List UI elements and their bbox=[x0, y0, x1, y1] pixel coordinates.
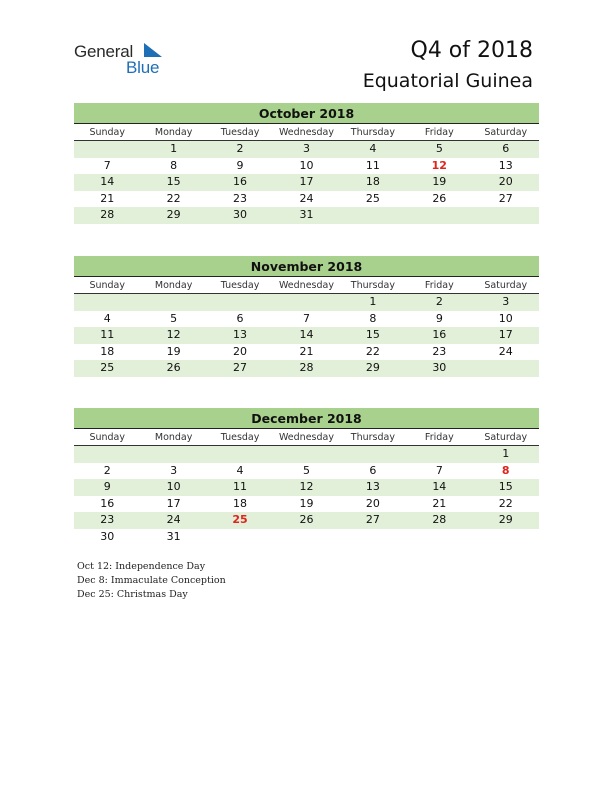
weekday-label: Sunday bbox=[89, 127, 125, 138]
day-cell: 29 bbox=[166, 208, 181, 222]
day-cell: 1 bbox=[369, 295, 377, 308]
day-cell: 10 bbox=[166, 480, 181, 494]
day-cell: 5 bbox=[302, 463, 310, 477]
weekday-label: Saturday bbox=[484, 127, 528, 138]
day-cell: 12 bbox=[299, 480, 314, 494]
holiday-note: Dec 25: Christmas Day bbox=[77, 588, 188, 600]
day-cell: 15 bbox=[365, 328, 380, 342]
day-cell: 28 bbox=[100, 208, 115, 222]
weekday-label: Saturday bbox=[484, 280, 528, 291]
week-row bbox=[74, 327, 539, 344]
day-cell: 8 bbox=[501, 463, 510, 477]
week-row bbox=[74, 191, 539, 208]
day-cell: 31 bbox=[299, 208, 314, 222]
day-cell: 28 bbox=[299, 361, 314, 375]
day-cell: 20 bbox=[498, 175, 513, 189]
day-cell: 14 bbox=[432, 480, 447, 494]
weekday-header-row bbox=[74, 124, 539, 141]
day-cell: 20 bbox=[233, 344, 248, 358]
day-cell: 14 bbox=[299, 328, 314, 342]
day-cell: 7 bbox=[435, 463, 443, 477]
day-cell: 6 bbox=[502, 142, 510, 155]
month-october bbox=[74, 103, 539, 224]
day-cell: 25 bbox=[365, 191, 380, 205]
day-cell: 6 bbox=[369, 463, 377, 477]
day-cell: 19 bbox=[299, 496, 314, 510]
day-cell: 27 bbox=[498, 191, 513, 205]
day-cell: 9 bbox=[236, 158, 244, 172]
day-cell: 15 bbox=[166, 175, 181, 189]
day-cell: 24 bbox=[299, 191, 314, 205]
day-cell: 27 bbox=[365, 513, 380, 527]
day-cell: 17 bbox=[299, 175, 314, 189]
month-november bbox=[74, 256, 539, 377]
month-title: October 2018 bbox=[74, 103, 539, 124]
weekday-label: Tuesday bbox=[220, 432, 260, 443]
day-cell: 10 bbox=[498, 311, 513, 325]
day-cell: 22 bbox=[498, 496, 513, 510]
day-cell bbox=[340, 207, 406, 224]
day-cell: 5 bbox=[435, 142, 443, 155]
day-cell: 30 bbox=[432, 361, 447, 375]
week-row bbox=[74, 174, 539, 191]
day-cell: 18 bbox=[365, 175, 380, 189]
weekday-label: Wednesday bbox=[278, 127, 334, 138]
day-cell bbox=[473, 529, 539, 546]
weekday-label: Thursday bbox=[350, 127, 395, 138]
day-cell: 5 bbox=[170, 311, 178, 325]
weekday-label: Sunday bbox=[89, 280, 125, 291]
month-title: November 2018 bbox=[74, 256, 539, 277]
day-cell bbox=[406, 529, 472, 546]
day-cell: 30 bbox=[100, 529, 115, 543]
weekday-header-row bbox=[74, 429, 539, 446]
day-cell bbox=[207, 294, 273, 311]
day-cell: 9 bbox=[103, 480, 111, 494]
day-cell: 29 bbox=[365, 361, 380, 375]
day-cell: 25 bbox=[100, 361, 115, 375]
day-cell: 2 bbox=[236, 142, 244, 155]
day-cell bbox=[473, 360, 539, 377]
holiday-note: Dec 8: Immaculate Conception bbox=[77, 574, 226, 586]
day-cell bbox=[207, 529, 273, 546]
page-title: Q4 of 2018 bbox=[410, 38, 533, 63]
day-cell: 26 bbox=[432, 191, 447, 205]
day-cell: 25 bbox=[232, 513, 248, 527]
day-cell bbox=[140, 294, 206, 311]
week-row bbox=[74, 512, 539, 529]
day-cell: 23 bbox=[100, 513, 115, 527]
week-row bbox=[74, 141, 539, 158]
day-cell bbox=[273, 529, 339, 546]
week-row bbox=[74, 479, 539, 496]
day-cell: 16 bbox=[233, 175, 248, 189]
day-cell: 23 bbox=[233, 191, 248, 205]
week-row bbox=[74, 344, 539, 361]
day-cell: 3 bbox=[302, 142, 310, 155]
day-cell bbox=[140, 446, 206, 463]
day-cell: 7 bbox=[302, 311, 310, 325]
day-cell: 31 bbox=[166, 529, 181, 543]
day-cell bbox=[340, 529, 406, 546]
weekday-label: Saturday bbox=[484, 432, 528, 443]
day-cell: 4 bbox=[369, 142, 377, 155]
day-cell: 21 bbox=[432, 496, 447, 510]
day-cell bbox=[273, 294, 339, 311]
day-cell: 23 bbox=[432, 344, 447, 358]
day-cell: 14 bbox=[100, 175, 115, 189]
day-cell: 26 bbox=[166, 361, 181, 375]
day-cell: 1 bbox=[170, 142, 178, 155]
day-cell: 7 bbox=[103, 158, 111, 172]
day-cell: 13 bbox=[365, 480, 380, 494]
holiday-notes bbox=[77, 560, 226, 601]
week-row bbox=[74, 529, 539, 546]
day-cell: 8 bbox=[369, 311, 377, 325]
week-row bbox=[74, 360, 539, 377]
day-cell: 30 bbox=[233, 208, 248, 222]
day-cell: 9 bbox=[435, 311, 443, 325]
day-cell: 16 bbox=[100, 496, 115, 510]
day-cell: 11 bbox=[100, 328, 115, 342]
week-row bbox=[74, 294, 539, 311]
day-cell bbox=[473, 207, 539, 224]
day-cell bbox=[273, 446, 339, 463]
day-cell: 13 bbox=[233, 328, 248, 342]
day-cell: 12 bbox=[166, 328, 181, 342]
day-cell: 2 bbox=[435, 295, 443, 308]
day-cell: 21 bbox=[299, 344, 314, 358]
weekday-label: Monday bbox=[154, 127, 193, 138]
day-cell: 18 bbox=[100, 344, 115, 358]
day-cell: 27 bbox=[233, 361, 248, 375]
holiday-note: Oct 12: Independence Day bbox=[77, 561, 206, 572]
day-cell: 19 bbox=[432, 175, 447, 189]
day-cell bbox=[340, 446, 406, 463]
week-row bbox=[74, 207, 539, 224]
weekday-label: Friday bbox=[424, 127, 454, 138]
day-cell: 4 bbox=[103, 311, 111, 325]
day-cell: 26 bbox=[299, 513, 314, 527]
day-cell: 29 bbox=[498, 513, 513, 527]
logo-text-blue: Blue bbox=[126, 58, 160, 77]
day-cell: 3 bbox=[502, 295, 510, 308]
logo-flag-icon bbox=[142, 43, 162, 59]
week-row bbox=[74, 158, 539, 175]
week-row bbox=[74, 311, 539, 328]
day-cell: 16 bbox=[432, 328, 447, 342]
day-cell: 17 bbox=[166, 496, 181, 510]
weekday-header-row bbox=[74, 277, 539, 294]
day-cell: 13 bbox=[498, 158, 513, 172]
page-subtitle: Equatorial Guinea bbox=[362, 70, 533, 92]
weekday-label: Sunday bbox=[89, 432, 125, 443]
day-cell: 2 bbox=[103, 463, 111, 477]
weekday-label: Thursday bbox=[350, 432, 395, 443]
day-cell: 8 bbox=[170, 158, 178, 172]
weekday-label: Friday bbox=[424, 280, 454, 291]
day-cell: 20 bbox=[365, 496, 380, 510]
day-cell bbox=[74, 294, 140, 311]
day-cell: 15 bbox=[498, 480, 513, 494]
weekday-label: Wednesday bbox=[278, 280, 334, 291]
day-cell: 21 bbox=[100, 191, 115, 205]
day-cell: 11 bbox=[365, 158, 380, 172]
day-cell bbox=[406, 446, 472, 463]
weekday-label: Thursday bbox=[350, 280, 395, 291]
day-cell: 10 bbox=[299, 158, 314, 172]
day-cell: 1 bbox=[502, 447, 510, 460]
day-cell: 6 bbox=[236, 311, 244, 325]
weekday-label: Wednesday bbox=[278, 432, 334, 443]
week-row bbox=[74, 446, 539, 463]
weekday-label: Monday bbox=[154, 280, 193, 291]
logo-text-general: General bbox=[74, 42, 134, 61]
day-cell: 22 bbox=[166, 191, 181, 205]
day-cell: 24 bbox=[166, 513, 181, 527]
day-cell bbox=[74, 446, 140, 463]
day-cell: 19 bbox=[166, 344, 181, 358]
day-cell: 22 bbox=[365, 344, 380, 358]
day-cell: 24 bbox=[498, 344, 513, 358]
weekday-label: Tuesday bbox=[220, 127, 260, 138]
month-december bbox=[74, 408, 539, 546]
week-row bbox=[74, 496, 539, 513]
brand-logo bbox=[74, 42, 174, 78]
week-row bbox=[74, 463, 539, 480]
day-cell: 28 bbox=[432, 513, 447, 527]
day-cell: 3 bbox=[170, 463, 178, 477]
weekday-label: Friday bbox=[424, 432, 454, 443]
day-cell: 12 bbox=[431, 158, 447, 172]
day-cell: 11 bbox=[233, 480, 248, 494]
day-cell: 17 bbox=[498, 328, 513, 342]
month-title: December 2018 bbox=[74, 408, 539, 429]
day-cell bbox=[74, 141, 140, 158]
weekday-label: Monday bbox=[154, 432, 193, 443]
day-cell: 18 bbox=[233, 496, 248, 510]
day-cell bbox=[406, 207, 472, 224]
day-cell: 4 bbox=[236, 463, 244, 477]
day-cell bbox=[207, 446, 273, 463]
weekday-label: Tuesday bbox=[220, 280, 260, 291]
